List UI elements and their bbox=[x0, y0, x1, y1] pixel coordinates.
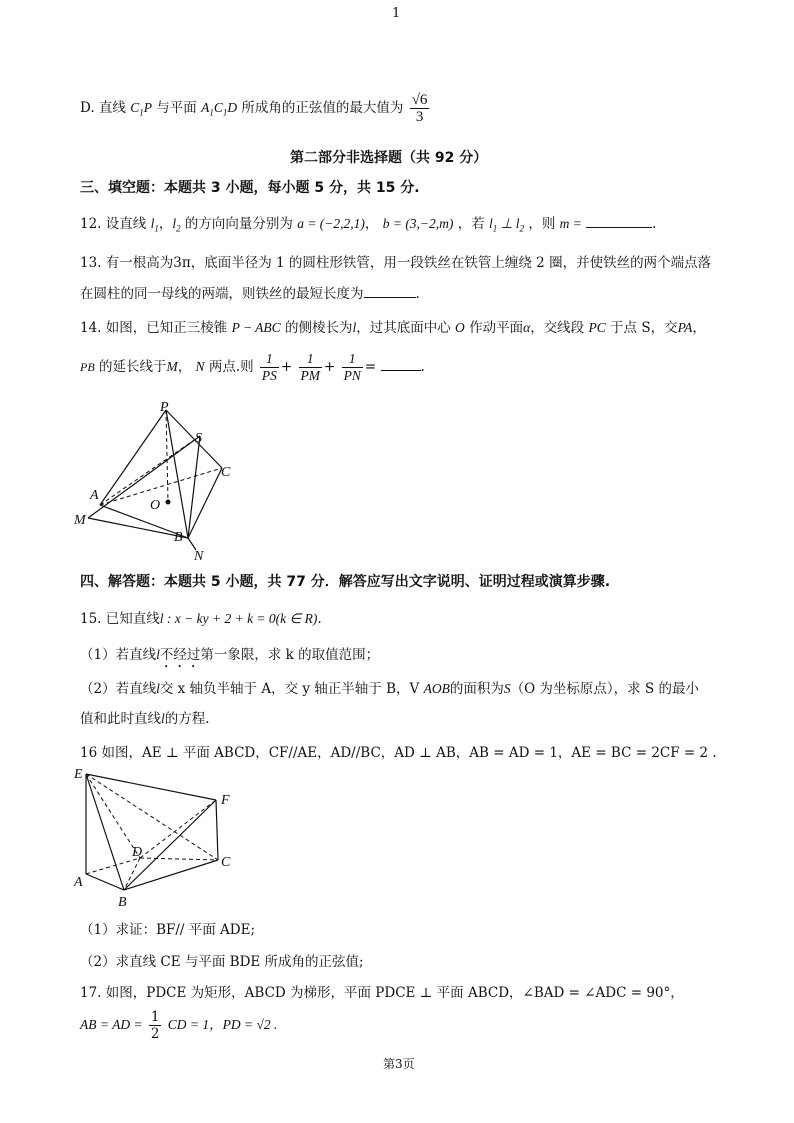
q15-p2-a: （2）若直线 bbox=[80, 681, 157, 697]
q15-p2-e: 值和此时直线 bbox=[80, 711, 161, 727]
question-14-line2: PB 的延长线于M， N 两点.则 $\frac{1}{PS}$ + $\frac{1}{PM}$ + $\frac{1}{PN}$ = . bbox=[80, 351, 425, 383]
q15-p2-d: （O 为坐标原点），求 S 的最小 bbox=[510, 681, 700, 697]
q15-l-3: l bbox=[161, 711, 165, 726]
label-d: D bbox=[132, 845, 143, 860]
question-16-part1: （1）求证：BF// 平面 ADE; bbox=[80, 922, 256, 938]
q14-text-f: 于点 S，交 bbox=[610, 320, 678, 336]
q12-text-b: 的方向向量分别为 bbox=[184, 216, 293, 232]
frac-1-pn: $\frac{1}{PN}$ bbox=[343, 351, 361, 383]
q14-pb: PB bbox=[80, 360, 95, 374]
question-15-part2 bbox=[80, 677, 699, 697]
m-equals: m = bbox=[559, 216, 582, 231]
option-d-tail: 所成角的正弦值的最大值为 bbox=[241, 100, 404, 116]
option-d-mid: 与平面 bbox=[156, 100, 197, 116]
q12-text-a: 12. 设直线 bbox=[80, 216, 147, 232]
vector-b: b = (3,−2,m) bbox=[382, 216, 454, 231]
section3-title: 三、填空题：本题共 3 小题，每小题 5 分，共 15 分. bbox=[80, 180, 420, 196]
question-17-line2 bbox=[80, 1006, 277, 1046]
q14-pc: PC bbox=[588, 320, 606, 335]
question-14-line1: 14. 如图，已知正三棱锥 P − ABC 的侧棱长为l，过其底面中心 O 作动平面α，交线段 PC 于点 S，交PA， bbox=[80, 320, 706, 336]
q14-alpha: α bbox=[523, 320, 531, 335]
var-c1: $C_1P$ bbox=[130, 100, 152, 118]
figure-14-pyramid bbox=[70, 398, 250, 568]
answer-blank-12 bbox=[586, 215, 652, 228]
q14-text-g: 的延长线于 bbox=[98, 359, 167, 375]
q14-l: l bbox=[352, 320, 357, 335]
q14-text-h: 两点.则 bbox=[208, 359, 254, 375]
q15-p1-c: 第一象限，求 k 的取值范围； bbox=[200, 647, 380, 663]
q14-n: N bbox=[195, 359, 205, 374]
plane-a1c1d: $A_1C_1D$ bbox=[201, 100, 238, 118]
figure-16-solid bbox=[70, 762, 245, 912]
q14-text-d: 作动平面 bbox=[469, 320, 524, 336]
label-c: C bbox=[221, 465, 231, 480]
q15-l-2: l bbox=[156, 681, 160, 696]
q15-stem-text: 15. 已知直线 bbox=[80, 611, 160, 627]
q15-p2-c: 的面积为 bbox=[449, 681, 504, 697]
l1: $l_1$ bbox=[150, 216, 159, 234]
q15-p1-emph: 不经过 bbox=[159, 647, 201, 663]
label-b16: B bbox=[118, 895, 127, 910]
q15-aob: AOB bbox=[423, 681, 450, 696]
label-a16: A bbox=[74, 875, 83, 890]
q15-l-1: l bbox=[156, 647, 160, 662]
fraction-sqrt6-over-3: $\frac{√6}{3}$ bbox=[411, 92, 428, 125]
question-12: 12. 设直线 $l_1$，$l_2$ 的方向向量分别为 a = (−2,2,1)， b = (3,−2,m) ，若 $l_1$ ⊥ $l_2$ ，则 m = . bbox=[80, 216, 657, 234]
frac-one-half: $\frac{1}{2}$ bbox=[150, 1009, 160, 1042]
q14-pa: PA bbox=[677, 320, 693, 335]
q14-text-c: ，过其底面中心 bbox=[356, 320, 451, 336]
answer-blank-14 bbox=[381, 358, 421, 371]
label-m: M bbox=[74, 513, 86, 528]
frac-1-pm: $\frac{1}{PM}$ bbox=[300, 351, 321, 383]
q15-equation: l : x − ky + 2 + k = 0(k ∈ R) bbox=[159, 611, 318, 626]
label-o: O bbox=[150, 498, 161, 513]
vector-a: a = (−2,2,1) bbox=[297, 216, 365, 231]
q14-text-a: 14. 如图，已知正三棱锥 bbox=[80, 320, 228, 336]
q12-text-d: ，则 bbox=[528, 216, 556, 232]
label-b: B bbox=[174, 530, 183, 545]
perp-relation: $l_1$ ⊥ $l_2$ bbox=[489, 216, 525, 234]
l2: $l_2$ bbox=[172, 216, 181, 234]
q14-text-b: 的侧棱长为 bbox=[284, 320, 353, 336]
q14-pabc: P − ABC bbox=[231, 320, 281, 335]
q14-m: M bbox=[166, 359, 178, 374]
q15-p2-b: 交 x 轴负半轴于 A，交 y 轴正半轴于 B，V bbox=[159, 681, 420, 697]
frac-1-ps: $\frac{1}{PS}$ bbox=[261, 351, 277, 383]
q15-p2-f: 的方程. bbox=[164, 711, 210, 727]
q15-p1-a: （1）若直线 bbox=[80, 647, 157, 663]
question-16-part2: （2）求直线 CE 与平面 BDE 所成角的正弦值; bbox=[80, 954, 364, 970]
q13-line2-text: 在圆柱的同一母线的两端，则铁丝的最短长度为 bbox=[80, 286, 364, 302]
label-a: A bbox=[90, 488, 99, 503]
label-f: F bbox=[221, 793, 230, 808]
q14-text-e: ，交线段 bbox=[530, 320, 585, 336]
question-15-stem: 15. 已知直线l : x − ky + 2 + k = 0(k ∈ R). bbox=[80, 611, 322, 627]
question-16-stem: 16 如图，AE ⊥ 平面 ABCD，CF//AE，AD//BC，AD ⊥ AB，AB = AD = 1，AE = BC = 2CF = 2 . bbox=[80, 745, 717, 761]
section2-title: 第二部分非选择题（共 92 分） bbox=[290, 150, 488, 166]
label-p: P bbox=[160, 400, 169, 415]
option-d-prefix: D. 直线 bbox=[80, 100, 126, 116]
q14-o: O bbox=[455, 320, 465, 335]
q15-s: S bbox=[503, 681, 511, 696]
label-s: S bbox=[195, 431, 202, 446]
question-17-line1: 17. 如图，PDCE 为矩形，ABCD 为梯形，平面 PDCE ⊥ 平面 ABCD，∠BAD = ∠ADC = 90°， bbox=[80, 985, 684, 1001]
center-o-dot bbox=[166, 500, 171, 505]
section4-title: 四、解答题：本题共 5 小题，共 77 分．解答应写出文字说明、证明过程或演算步骤. bbox=[80, 574, 611, 590]
question-15-part2-cont bbox=[80, 707, 210, 727]
page-footer: 第3页 bbox=[383, 1057, 415, 1071]
answer-blank-13 bbox=[364, 285, 416, 298]
question-13-line1: 13. 有一根高为3π，底面半径为 1 的圆柱形铁管，用一段铁丝在铁管上缠绕 2 圈，并使铁丝的两个端点落 bbox=[80, 255, 712, 271]
q17-ab: AB = AD = bbox=[80, 1017, 143, 1032]
option-d bbox=[80, 88, 431, 132]
page-top-number: 1 bbox=[392, 6, 401, 21]
q12-text-c: ，若 bbox=[457, 216, 485, 232]
label-e: E bbox=[74, 767, 83, 782]
label-c16: C bbox=[221, 855, 231, 870]
question-15-part1 bbox=[80, 643, 379, 671]
label-n: N bbox=[194, 549, 204, 564]
question-13-line2: 在圆柱的同一母线的两端，则铁丝的最短长度为 . bbox=[80, 286, 420, 302]
q17-cd: CD = 1，PD = √2 . bbox=[167, 1017, 278, 1032]
